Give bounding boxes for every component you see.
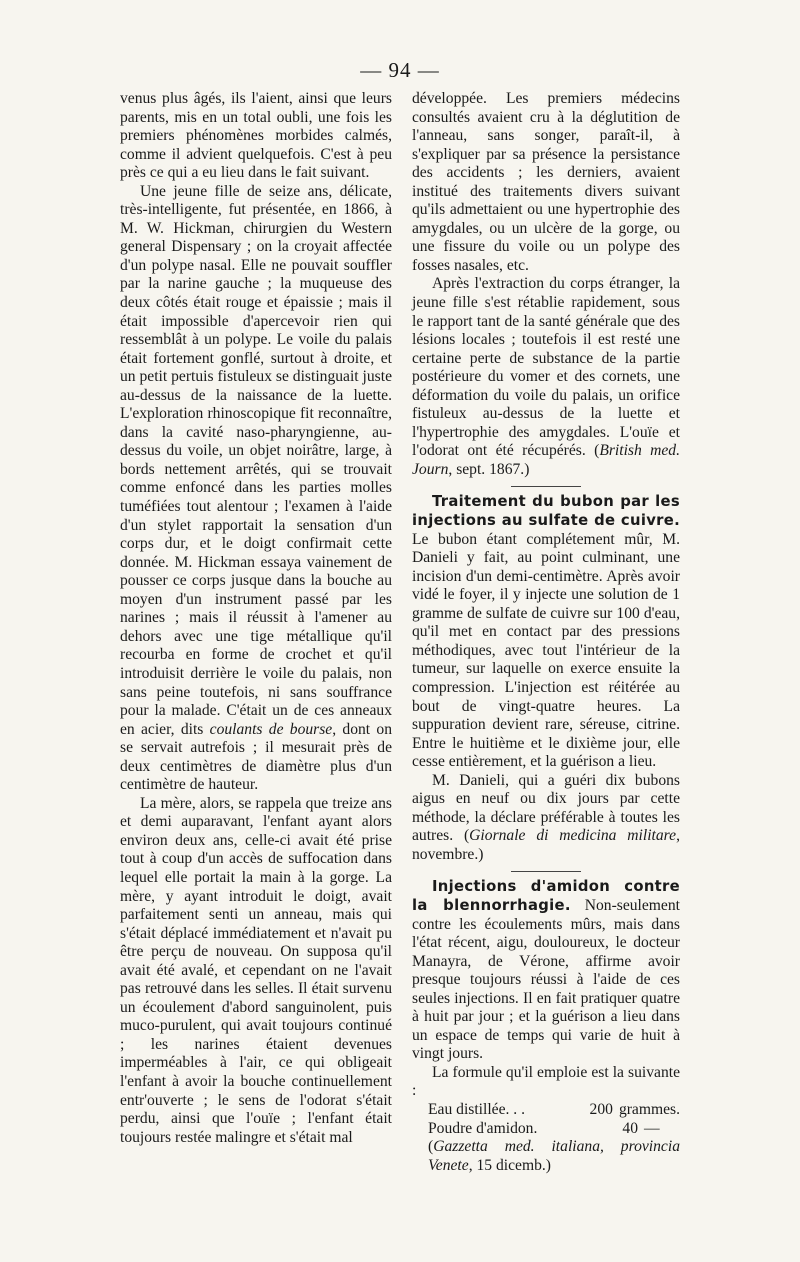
formula-amount: 40 [622, 1119, 638, 1137]
formula-ingredient: Poudre d'amidon. [428, 1119, 538, 1137]
section-bubon [412, 493, 680, 771]
citation: Giornale di medicina militare [469, 827, 677, 845]
paragraph-hickman-case [120, 183, 392, 795]
section-title: Traitement du bubon par les injections au sulfate de cuivre. [412, 493, 680, 530]
section-text: Le bubon étant complétement mûr, M. Danieli y fait, au point culminant, une incision d'un demi-centimètre. Après avoir vidé le foyer, il y injecte une solution de 1 gramme de sulfate de cuivre sur 100 d'eau, qu'il met en contact par des pressions méthodiques, avec tout l'intérieur de la tumeur, sur laquelle on exerce ensuite la compression. L'injection est réitérée au bout de vingt-quatre heures. La suppuration devient rare, séreuse, citrine. Entre le huitième et le dixième jour, elle cesse entièrement, et la guérison a lieu. [412, 530, 680, 771]
page-number: — 94 — [360, 58, 440, 82]
formula-unit: grammes. [618, 1100, 680, 1118]
section-divider [511, 486, 581, 487]
paragraph-recovery [412, 275, 680, 479]
paren-open: ( [428, 1138, 434, 1156]
paragraph-danieli [412, 772, 680, 865]
formula-unit: — [644, 1119, 660, 1137]
paragraph: venus plus âgés, ils l'aient, ainsi que leurs parents, mis en un total oubli, une fois les premiers phénomènes morbides calmés, comme il advient quelquefois. C'est à peu près ce qui a eu lieu dans le fait suivant. [120, 90, 392, 182]
paragraph-text: , sept. 1867.) [448, 460, 530, 478]
citation: British med. Journ [412, 442, 680, 478]
formula-ingredient: Eau distillée. . . [428, 1100, 526, 1118]
paragraph-formula-intro: La formule qu'il emploie est la suivante : [412, 1063, 680, 1100]
paragraph-text: , dont on se servait autrefois ; il mesurait près de deux centimètres de diamètre plus d'un centimètre de hauteur. [120, 720, 393, 794]
formula-source [412, 1138, 680, 1175]
paragraph-mother-recollection: La mère, alors, se rappela que treize ans et demi auparavant, l'enfant ayant alors environ deux ans, celle-ci avait été prise tout à coup d'un accès de suffocation dans lequel elle portait la main à la gorge. La mère, y ayant introduit le doigt, avait parfaitement senti un anneau, mais qui s'était déplacé immédiatement et n'avait pu être perçu de nouveau. On supposa qu'il avait été avalé, et cependant on ne l'avait pas retrouvé dans les selles. Il était survenu un écoulement d'abord sanguinolent, puis muco-purulent, qui avait toujours continué ; les narines étaient devenues imperméables à l'air, ce qui obligeait l'enfant à avoir la bouche continuellement entr'ouverte ; le sens de l'odorat s'était perdu, ainsi que l'ouïe ; l'enfant était toujours restée malingre et s'était mal [120, 794, 392, 1146]
paragraph-text: M. Danieli, qui a guéri dix bubons aigus en neuf ou dix jours par cette méthode, la déclare préférable à toutes les autres. ( [412, 771, 680, 845]
left-column [120, 90, 392, 1147]
formula [412, 1101, 680, 1138]
paragraph-text: , novembre.) [412, 827, 680, 863]
right-column [412, 90, 680, 1175]
citation: Gazzetta med. italiana, provincia Venete [428, 1138, 680, 1174]
section-amidon [412, 878, 680, 1063]
paragraph-text: Une jeune fille de seize ans, délicate, très-intelligente, fut présentée, en 1866, à M. W. Hickman, chirurgien du Western general Dispensary ; on la croyait affectée d'un polype nasal. Elle ne pouvait souffler par la narine gauche ; la muqueuse des deux côtés était rouge et épaissie ; mais il était impossible d'apercevoir rien qui ressemblât à un polype. Le voile du palais était fortement gonflé, surtout à droite, et un petit pertuis fistuleux se distinguait juste au-dessus de la naissance de la luette. L'exploration rhinoscopique fit reconnaître, dans la cavité naso-pharyngienne, au-dessus du voile, un objet noirâtre, large, à bords nettement arrêtés, qui se trouvait comme enfoncé dans les parties molles tuméfiées tout alentour ; l'examen à l'aide d'un stylet rapportait la sensation d'un corps dur, et le doigt confirmait cette donnée. M. Hickman essaya vainement de pousser ce corps jusque dans la bouche au moyen d'un instrument passé par les narines ; mais il réussit à l'amener au dehors avec une tige métallique qu'il recourba en forme de crochet et qu'il introduisit derrière le voile du palais, non sans peine toutefois, ni sans souffrance pour la malade. C'était un de ces anneaux en acier, dits [120, 182, 392, 738]
section-text: Non-seulement contre les écoulements mûrs, mais dans l'état récent, aigu, douloureux, le docteur Manayra, de Vérone, affirme avoir presque toujours réussi à l'aide de ces seules injections. Il en fait pratiquer quatre à huit par jour ; et la guérison a lieu dans un espace de temps qui varie de huit à vingt jours. [412, 896, 680, 1063]
formula-row [412, 1101, 680, 1120]
section-divider [511, 871, 581, 872]
paragraph: développée. Les premiers médecins consultés avaient cru à la déglutition de l'anneau, sans songer, paraît-il, à s'expliquer par sa présence la persistance des accidents ; les derniers, avaient institué des traitements divers suivant qu'ils admettaient ou une hypertrophie des amygdales, ou un ulcère de la gorge, ou une fissure du voile ou un polype des fosses nasales, etc. [412, 90, 680, 274]
italic-term: coulants de bourse [209, 720, 333, 738]
paragraph-text: , 15 dicemb.) [468, 1156, 551, 1174]
paragraph-text: Après l'extraction du corps étranger, la jeune fille s'est rétablie rapidement, sous le rapport tant de la santé générale que des lésions locales ; toutefois il est resté une certaine perte de substance de la partie postérieure du vomer et des cornets, une déformation du voile du palais, un orifice fistuleux au-dessus de la luette et l'hypertrophie des amygdales. L'ouïe et l'odorat ont été récupérés. ( [412, 275, 680, 460]
formula-amount: 200 [589, 1100, 613, 1118]
formula-row [412, 1120, 680, 1139]
section-title: Injections d'amidon contre la blennorrhagie. [412, 878, 680, 914]
